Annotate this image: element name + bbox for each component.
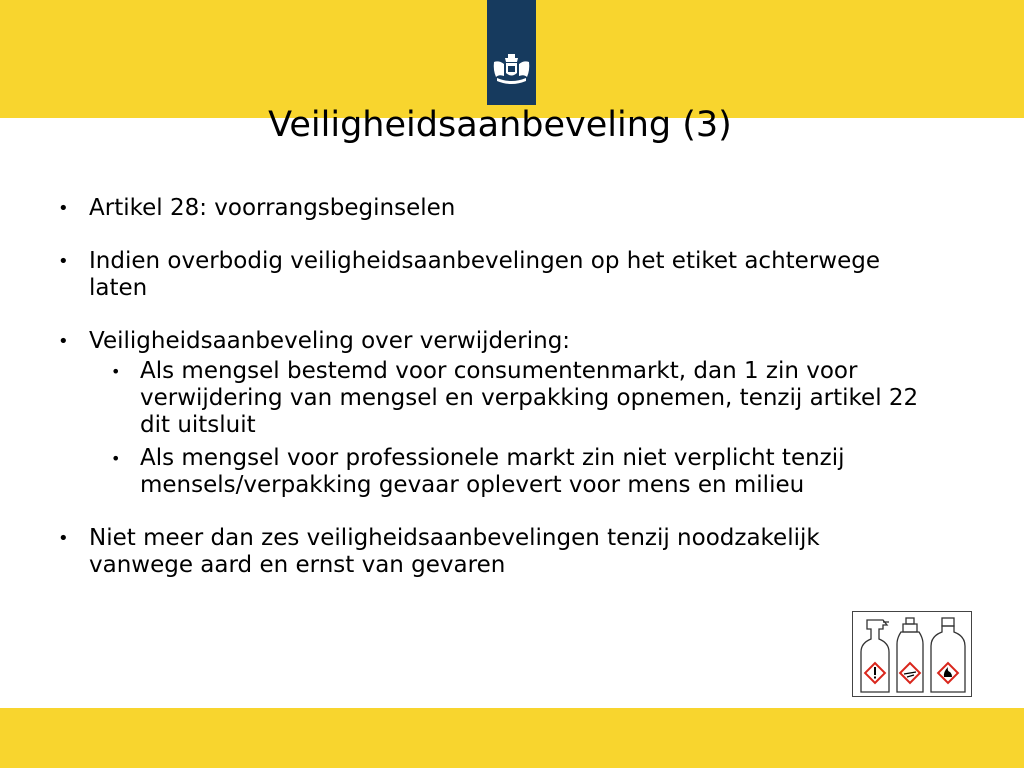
bullet-glyph: •: [111, 449, 121, 468]
bullet-text: Veiligheidsaanbeveling over verwijdering:: [89, 328, 571, 354]
bullet-glyph: •: [58, 331, 69, 352]
sub-bullet-text: Als mengsel bestemd voor consumentenmarkt, dan 1 zin voor verwijdering van mengsel en verpakking opnemen, tenzij artikel 22 dit uitsluit: [140, 358, 919, 438]
bullet-glyph: •: [111, 362, 121, 381]
bullet-text: Indien overbodig veiligheidsaanbevelingen op het etiket achterwege laten: [89, 248, 880, 301]
bullet-glyph: •: [58, 251, 69, 272]
bullet-item: [58, 248, 938, 302]
sub-bullet-item: [89, 358, 938, 439]
coat-of-arms-icon: [491, 52, 532, 88]
exclamation-mark-pictogram: [865, 663, 885, 683]
sub-bullet-text: Als mengsel voor professionele markt zin niet verplicht tenzij mensels/verpakking gevaar oplevert voor mens en milieu: [140, 445, 845, 498]
bullet-list: [58, 195, 938, 579]
bottom-yellow-band: [0, 708, 1024, 768]
bullet-item: [58, 195, 938, 222]
flame-pictogram: [938, 663, 958, 683]
sub-bullet-list: [89, 358, 938, 499]
bullet-item: [58, 525, 829, 579]
bullet-glyph: •: [58, 198, 69, 219]
rijksoverheid-logo: [487, 0, 536, 105]
bullet-glyph: •: [58, 528, 69, 549]
bullet-item: [58, 328, 938, 499]
corrosive-pictogram: [900, 663, 920, 683]
bullet-text: Niet meer dan zes veiligheidsaanbevelingen tenzij noodzakelijk vanwege aard en ernst van gevaren: [89, 525, 820, 578]
slide-title: Veiligheidsaanbeveling (3): [268, 105, 732, 145]
hazard-containers-illustration: [852, 611, 972, 697]
bullet-text: Artikel 28: voorrangsbeginselen: [89, 195, 456, 221]
sub-bullet-item: [89, 445, 938, 499]
